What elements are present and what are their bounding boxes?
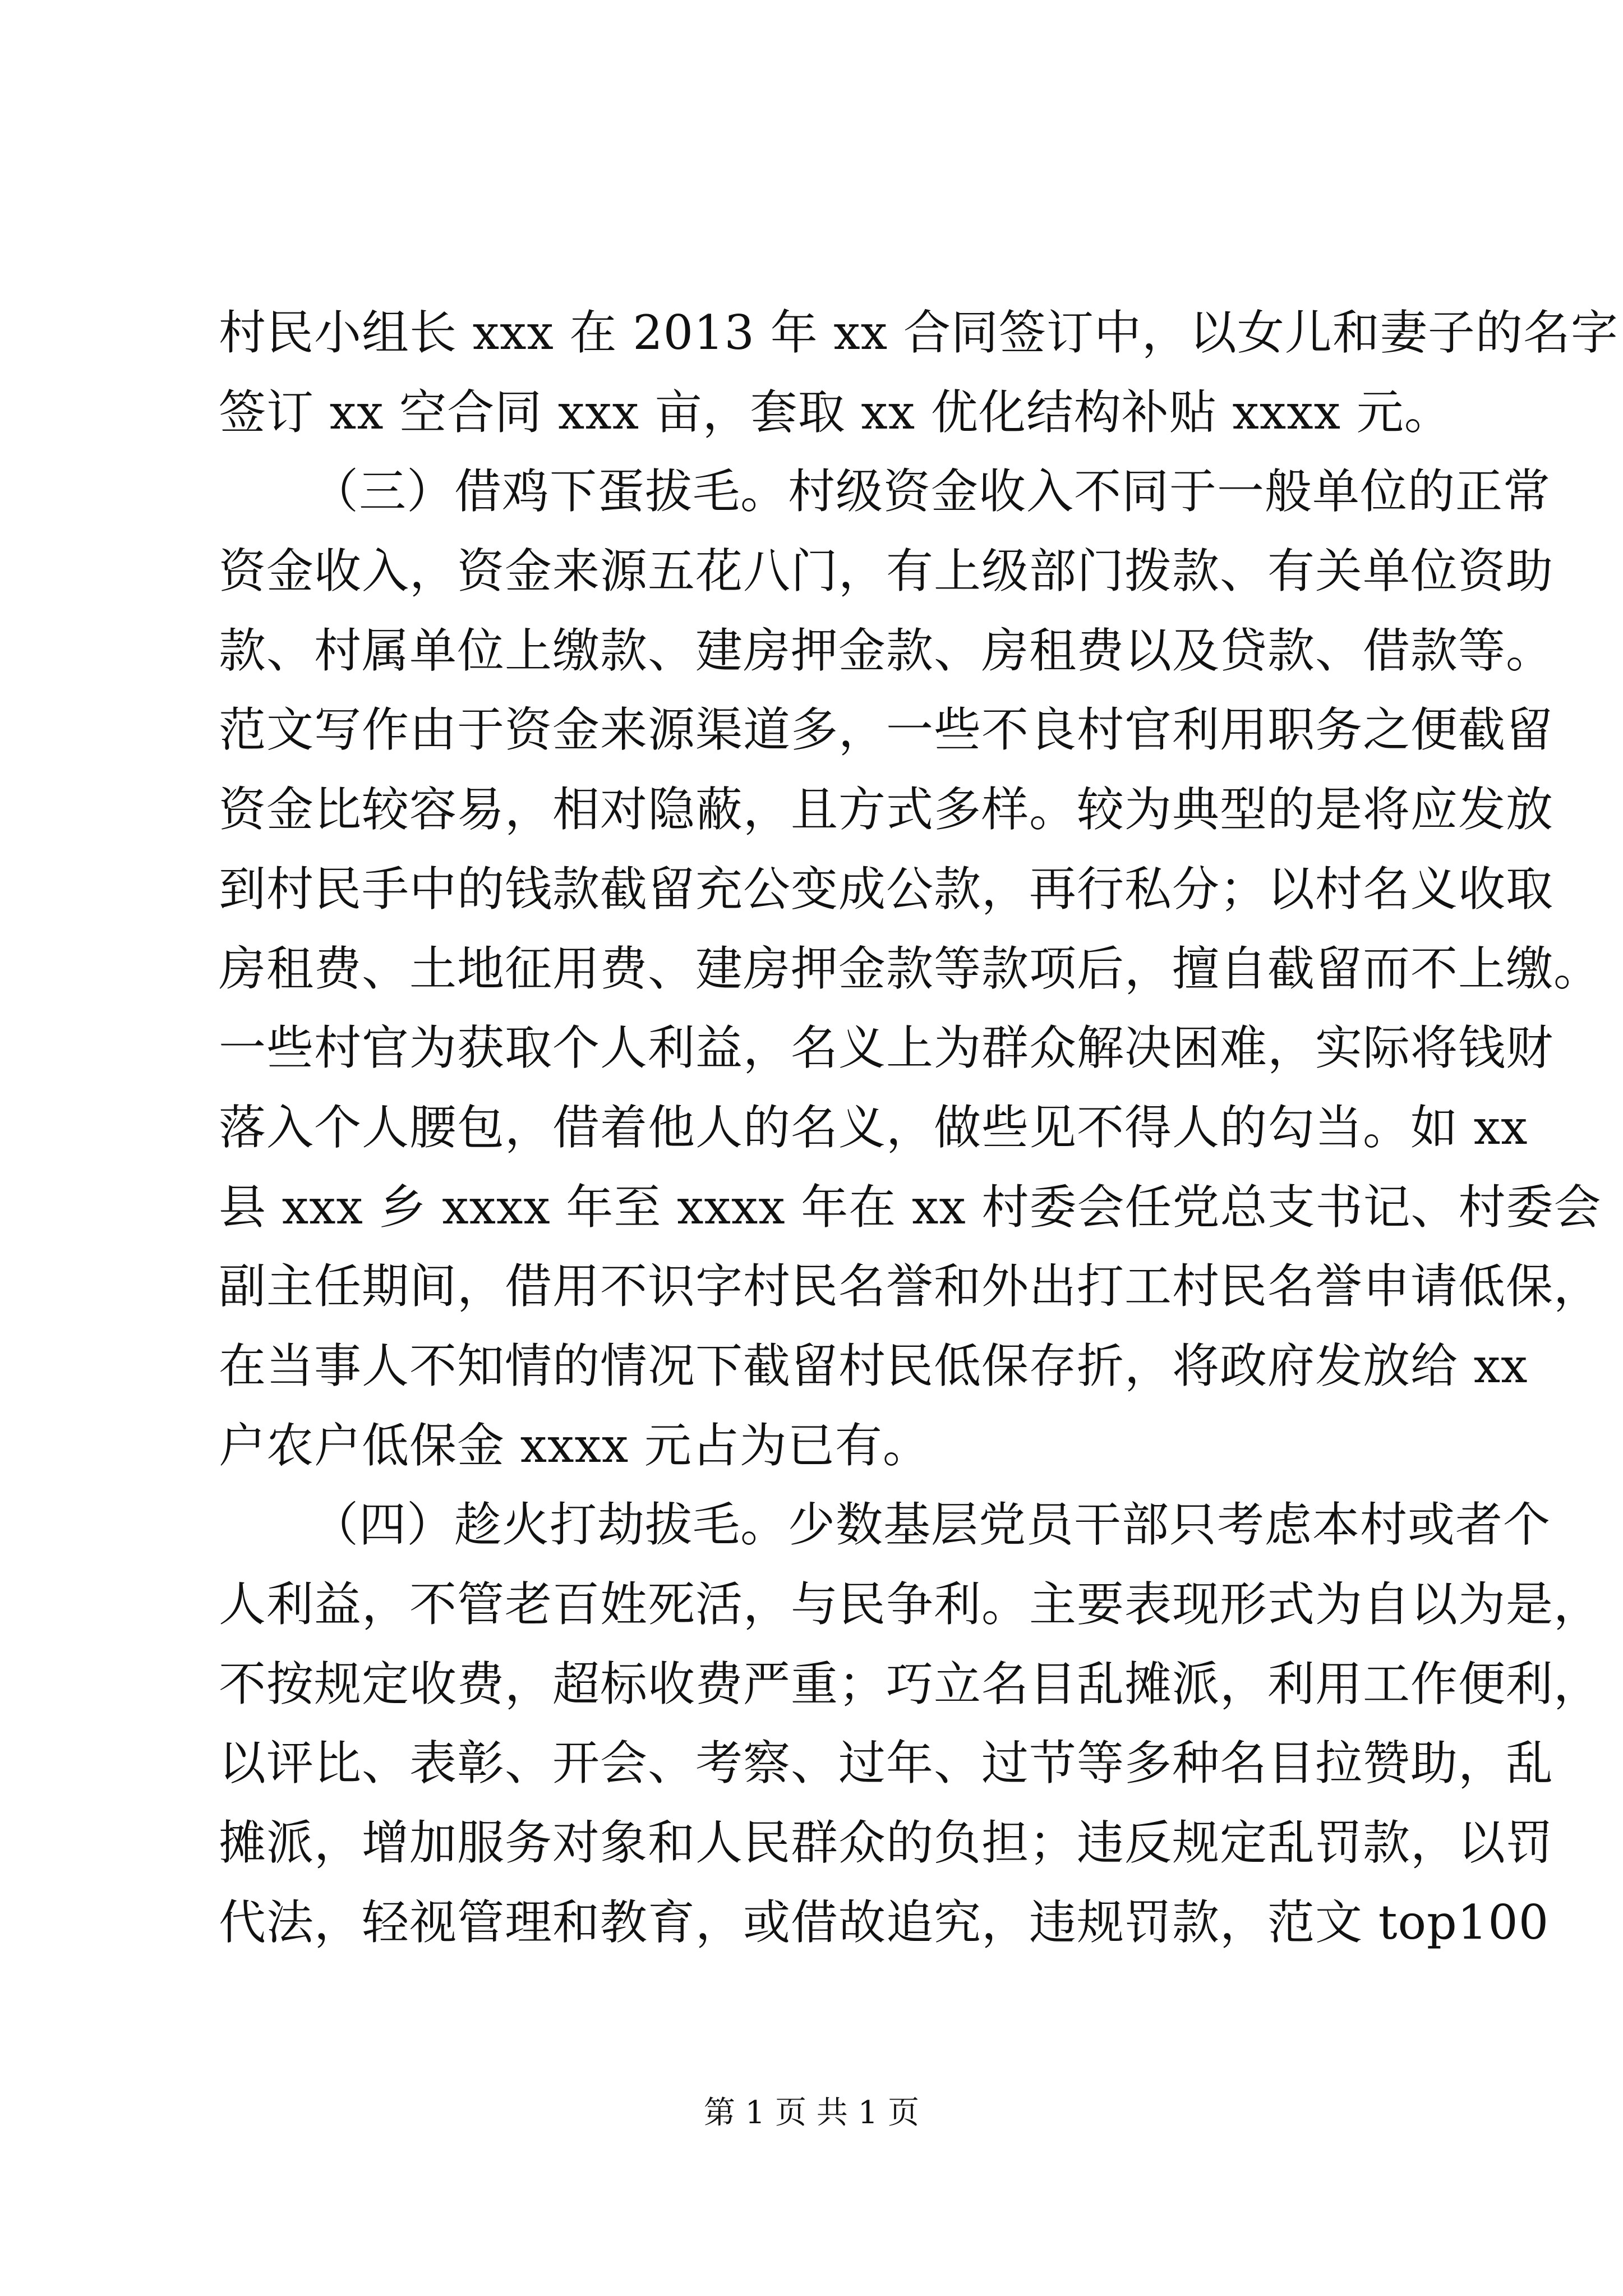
text-line: 范文写作由于资金来源渠道多，一些不良村官利用职务之便截留 [219, 702, 1554, 757]
text-line: 县 xxx 乡 xxxx 年至 xxxx 年在 xx 村委会任党总支书记、村委会 [219, 1180, 1602, 1235]
text-line: 款、村属单位上缴款、建房押金款、房租费以及贷款、借款等。 [219, 623, 1554, 678]
text-line: 不按规定收费，超标收费严重；巧立名目乱摊派，利用工作便利， [219, 1657, 1602, 1711]
text-line: 户农户低保金 xxxx 元占为已有。 [219, 1418, 930, 1473]
text-line: 以评比、表彰、开会、考察、过年、过节等多种名目拉赞助，乱 [219, 1736, 1554, 1791]
text-line: 副主任期间，借用不识字村民名誉和外出打工村民名誉申请低保， [219, 1259, 1602, 1314]
text-line: 一些村官为获取个人利益，名义上为群众解决困难，实际将钱财 [219, 1020, 1554, 1075]
text-line: 落入个人腰包，借着他人的名义，做些见不得人的勾当。如 xx [219, 1100, 1528, 1155]
text-line: 到村民手中的钱款截留充公变成公款，再行私分；以村名义收取 [219, 862, 1554, 917]
text-line: （三）借鸡下蛋拔毛。村级资金收入不同于一般单位的正常 [311, 464, 1551, 519]
page-footer: 第 1 页 共 1 页 [703, 2095, 920, 2131]
text-line: 房租费、土地征用费、建房押金款等款项后，擅自截留而不上缴。 [219, 941, 1602, 996]
text-line: 在当事人不知情的情况下截留村民低保存折，将政府发放给 xx [219, 1338, 1528, 1393]
text-line: 人利益，不管老百姓死活，与民争利。主要表现形式为自以为是， [219, 1577, 1602, 1632]
text-line: 村民小组长 xxx 在 2013 年 xx 合同签订中，以女儿和妻子的名字 [219, 305, 1619, 360]
text-line: 资金比较容易，相对隐蔽，且方式多样。较为典型的是将应发放 [219, 782, 1554, 837]
text-line: 代法，轻视管理和教育，或借故追究，违规罚款，范文 top100 [219, 1895, 1550, 1950]
text-line: 资金收入，资金来源五花八门，有上级部门拨款、有关单位资助 [219, 544, 1554, 599]
text-line: （四）趁火打劫拔毛。少数基层党员干部只考虑本村或者个 [311, 1497, 1551, 1552]
text-line: 摊派，增加服务对象和人民群众的负担；违反规定乱罚款，以罚 [219, 1815, 1554, 1870]
text-line: 签订 xx 空合同 xxx 亩，套取 xx 优化结构补贴 xxxx 元。 [219, 385, 1452, 440]
